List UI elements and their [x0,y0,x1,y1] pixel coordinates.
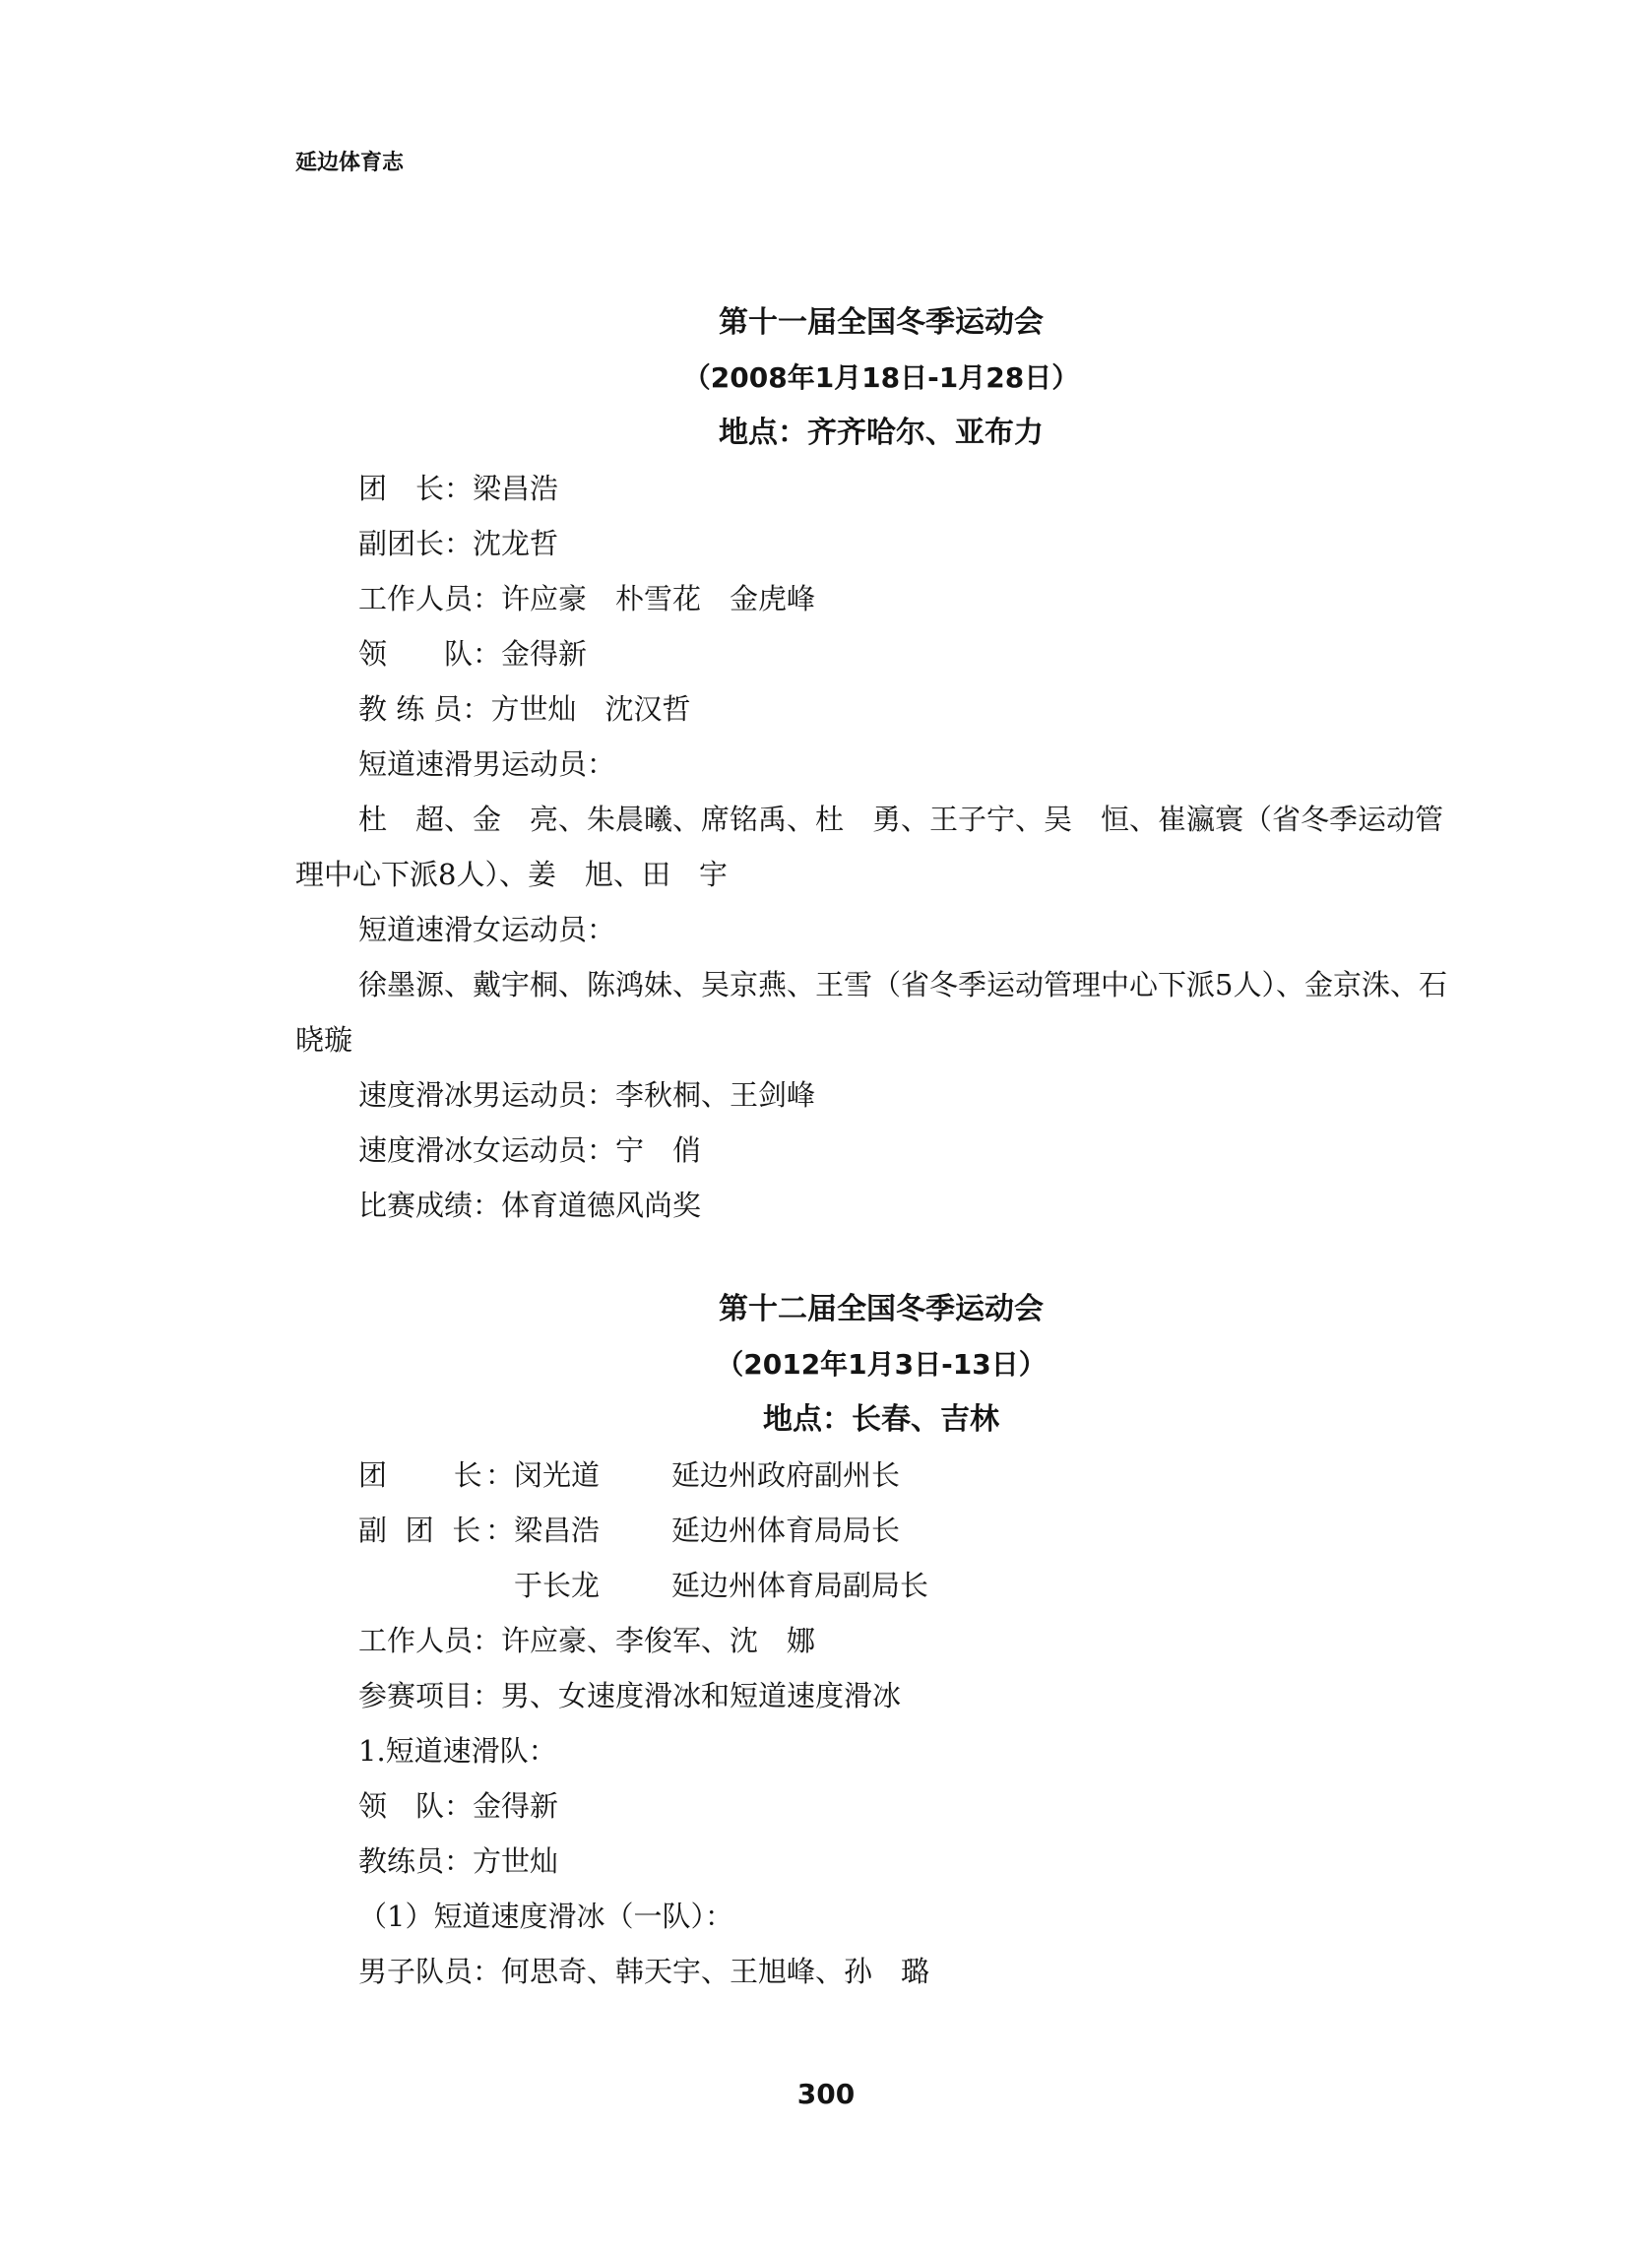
deputy-label: 副 团 长： [358,1514,514,1547]
section-title: 第十一届全国冬季运动会 [719,305,1044,340]
coach-name: 方世灿 [473,1844,559,1878]
staff-names: 许应豪 朴雪花 金虎峰 [501,582,816,615]
deputy-title-1: 延边州体育局局长 [671,1514,901,1547]
deputy-line-1 [295,1503,1467,1558]
section-11th-games [295,295,1467,1233]
staff-line [295,1613,1467,1668]
leader-line [295,461,1467,516]
speed-skating-women-names: 宁 俏 [615,1133,702,1167]
leader-label: 团 长： [358,472,474,505]
staff-label: 工作人员： [358,582,502,615]
running-head: 延边体育志 [295,151,405,175]
coach-label: 教 练 员： [358,692,491,726]
result-line [295,1178,1467,1233]
section-dates: （2008年1月18日-1月28日） [682,361,1080,394]
coach-line [295,681,1467,737]
leader-title: 延边州政府副州长 [671,1458,901,1492]
deputy-label: 副团长： [358,527,474,560]
leader-line [295,1448,1467,1503]
team-leader-label: 领 队： [358,1789,474,1823]
section-venue: 地点：齐齐哈尔、亚布力 [719,416,1044,450]
short-track-men-label: 短道速滑男运动员： [358,747,616,781]
events-value: 男、女速度滑冰和短道速度滑冰 [501,1679,902,1712]
speed-skating-women-label: 速度滑冰女运动员： [358,1133,616,1167]
staff-label: 工作人员： [358,1624,502,1657]
coach-line [295,1834,1467,1889]
short-track-men-list: 杜 超、金 亮、朱晨曦、席铭禹、杜 勇、王子宁、吴 恒、崔瀛寰（省冬季运动管理中心下派8人）、姜 旭、田 宇 [295,803,1444,891]
leader-name: 闵光道 [514,1458,601,1492]
events-line [295,1668,1467,1723]
deputy-name-1: 梁昌浩 [514,1514,601,1547]
men-names: 何思奇、韩天宇、王旭峰、孙 璐 [501,1955,930,1988]
leader-name: 梁昌浩 [473,472,559,505]
deputy-name-2: 于长龙 [514,1569,601,1602]
men-label: 男子队员： [358,1955,502,1988]
team-heading: 1.短道速滑队： [358,1734,557,1768]
deputy-line-2 [295,1558,1467,1613]
team-leader-name: 金得新 [473,1789,559,1823]
squad-heading: （1）短道速度滑冰（一队）： [358,1900,733,1933]
section-venue: 地点：长春、吉林 [763,1402,999,1437]
section-title: 第十二届全国冬季运动会 [719,1292,1044,1326]
deputy-title-2: 延边州体育局副局长 [671,1569,929,1602]
short-track-women-list: 徐墨源、戴宇桐、陈鸿妹、吴京燕、王雪（省冬季运动管理中心下派5人）、金京洙、石晓璇 [295,968,1447,1057]
team-leader-label: 领 队： [358,637,502,671]
team-leader-name: 金得新 [501,637,588,671]
staff-line [295,571,1467,626]
speed-skating-men-line [295,1067,1467,1123]
short-track-women-label: 短道速滑女运动员： [358,913,616,946]
speed-skating-men-names: 李秋桐、王剑峰 [615,1078,816,1112]
team-leader-line [295,1778,1467,1834]
team-leader-line [295,626,1467,681]
section-12th-games [295,1282,1467,1999]
speed-skating-women-line [295,1123,1467,1178]
deputy-line [295,516,1467,571]
leader-label: 团 长： [358,1458,514,1492]
speed-skating-men-label: 速度滑冰男运动员： [358,1078,616,1112]
section-dates: （2012年1月3日-13日） [716,1348,1047,1381]
staff-names: 许应豪、李俊军、沈 娜 [501,1624,816,1657]
page-number: 300 [796,2078,856,2110]
deputy-name: 沈龙哲 [473,527,559,560]
coach-names: 方世灿 沈汉哲 [490,692,691,726]
result-label: 比赛成绩： [358,1189,502,1222]
men-line [295,1944,1467,1999]
coach-label: 教练员： [358,1844,474,1878]
events-label: 参赛项目： [358,1679,502,1712]
result-value: 体育道德风尚奖 [501,1189,702,1222]
